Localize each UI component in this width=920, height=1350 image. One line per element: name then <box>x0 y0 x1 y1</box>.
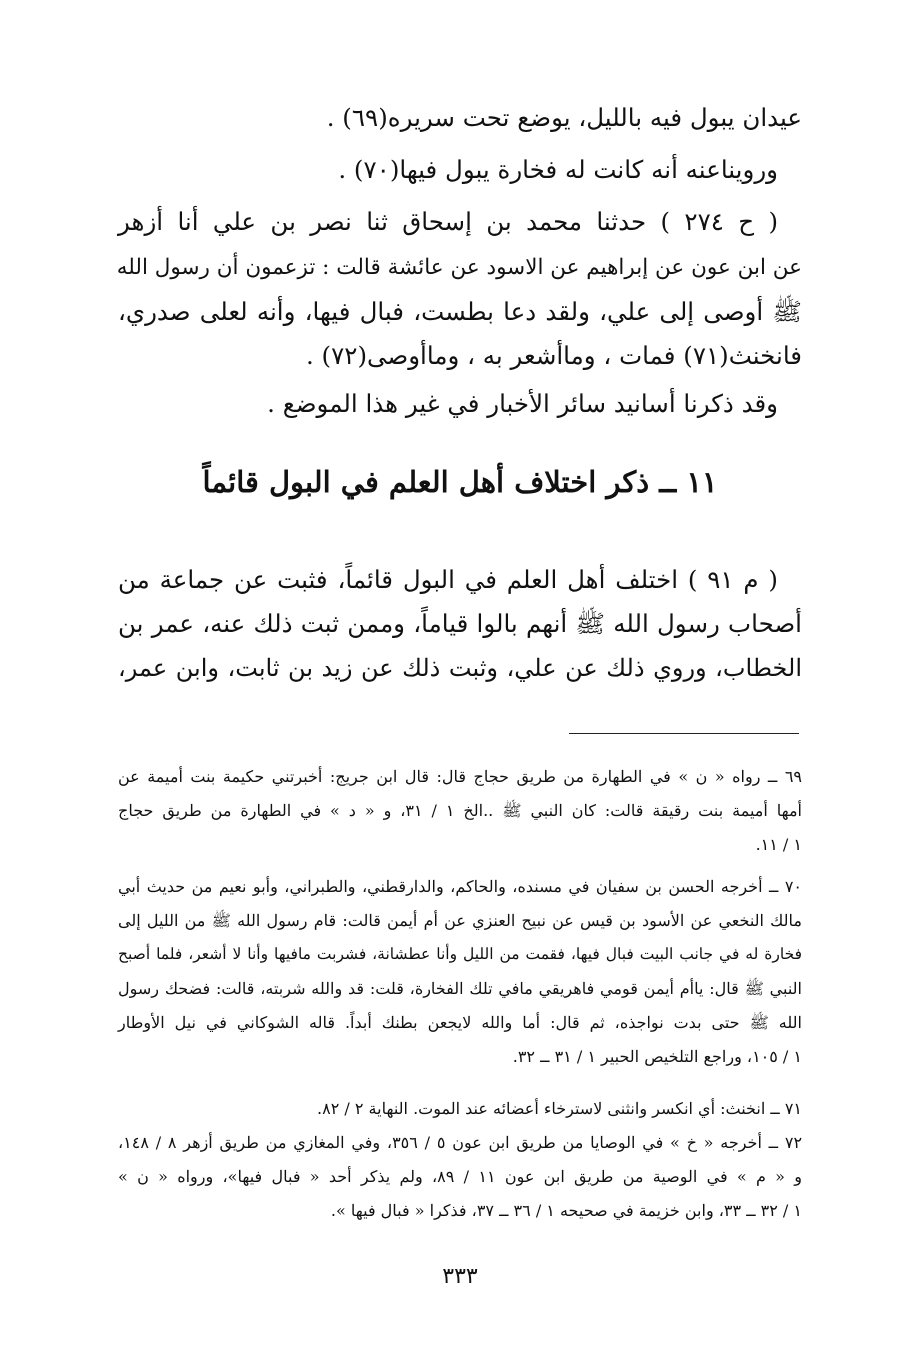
section-line: أصحاب رسول الله ﷺ أنهم بالوا قياماً، وممن ثبت ذلك عنه، عمر بن <box>118 609 802 638</box>
body-line: وقد ذكرنا أسانيد سائر الأخبار في غير هذا الموضع . <box>267 389 778 418</box>
footnote-70-line: مالك النخعي عن الأسود بن قيس عن نبيح العنزي عن أم أيمن قالت: قام رسول الله ﷺ من الليل إلى <box>118 911 802 930</box>
body-line: فانخنث(٧١) فمات ، وماأشعر به ، وماأوصى(٧٢) . <box>305 341 802 370</box>
footnote-72-line: و « م » في الوصية من طريق ابن عون ١١ / ٨٩، ولم يذكر أحد « فبال فيها»، ورواه « ن » <box>118 1167 802 1186</box>
footnote-71-line: ٧١ ــ انخنث: أي انكسر وانثنى لاسترخاء أعضائه عند الموت. النهاية ٢ / ٨٢. <box>317 1099 802 1118</box>
body-line: عيدان يبول فيه بالليل، يوضع تحت سريره(٦٩) . <box>326 103 802 132</box>
body-line: ورويناعنه أنه كانت له فخارة يبول فيها(٧٠) . <box>338 155 778 184</box>
section-line: الخطاب، وروي ذلك عن علي، وثبت ذلك عن زيد بن ثابت، وابن عمر، <box>118 654 802 682</box>
body-line: عن ابن عون عن إبراهيم عن الاسود عن عائشة قالت : تزعمون أن رسول الله <box>116 255 802 280</box>
footnote-69-line: أمها أميمة بنت رقيقة قالت: كان النبي ﷺ ..الخ ١ / ٣١، و « د » في الطهارة من طريق حجاج <box>118 801 802 820</box>
footnote-69-line: ١ / ١١. <box>755 835 802 854</box>
footnote-69-line: ٦٩ ــ رواه « ن » في الطهارة من طريق حجاج قال: قال ابن جريج: أخبرتني حكيمة بنت أميمة عن <box>118 767 802 786</box>
footnote-72-line: ١ / ٣٢ ــ ٣٣، وابن خزيمة في صحيحه ١ / ٣٦ ــ ٣٧، فذكرا « فبال فيها ». <box>330 1201 802 1220</box>
section-heading: ١١ ــ ذكر اختلاف أهل العلم في البول قائماً <box>202 465 718 499</box>
section-line: ( م ٩١ ) اختلف أهل العلم في البول قائماً، فثبت عن جماعة من <box>118 565 778 594</box>
body-line: ﷺ أوصى إلى علي، ولقد دعا بطست، فبال فيها، وأنه لعلى صدري، <box>118 297 802 326</box>
footnote-70-line: ٧٠ ــ أخرجه الحسن بن سفيان في مسنده، والحاكم، والدارقطني، والطبراني، وأبو نعيم من حديث أبي <box>118 877 802 896</box>
footnote-70-line: ١ / ١٠٥، وراجع التلخيص الحبير ١ / ٣١ ــ ٣٢. <box>512 1047 802 1066</box>
page-number: ٣٣٣ <box>442 1264 478 1289</box>
footnote-70-line: فخارة له في جانب البيت فبال فيها، فقمت من الليل وأنا عطشانة، فشربت مافيها وأنا لا أشعر، فلما أصبح <box>118 945 802 963</box>
footnote-70-line: النبي ﷺ قال: ياأم أيمن قومي فاهريقي مافي تلك الفخارة، قلت: قد والله شربته، قالت: فضحك رسول <box>118 979 802 998</box>
footnote-70-line: الله ﷺ حتى بدت نواجذه، ثم قال: أما والله لايجعن بطنك أبداً. قاله الشوكاني في نيل الأوطار <box>118 1013 802 1032</box>
footnote-separator <box>569 733 799 734</box>
body-line: ( ح ٢٧٤ ) حدثنا محمد بن إسحاق ثنا نصر بن علي أنا أزهر <box>118 207 779 236</box>
footnote-72-line: ٧٢ ــ أخرجه « خ » في الوصايا من طريق ابن عون ٥ / ٣٥٦، وفي المغازي من طريق أزهر ٨ / ١٤٨، <box>118 1133 803 1152</box>
